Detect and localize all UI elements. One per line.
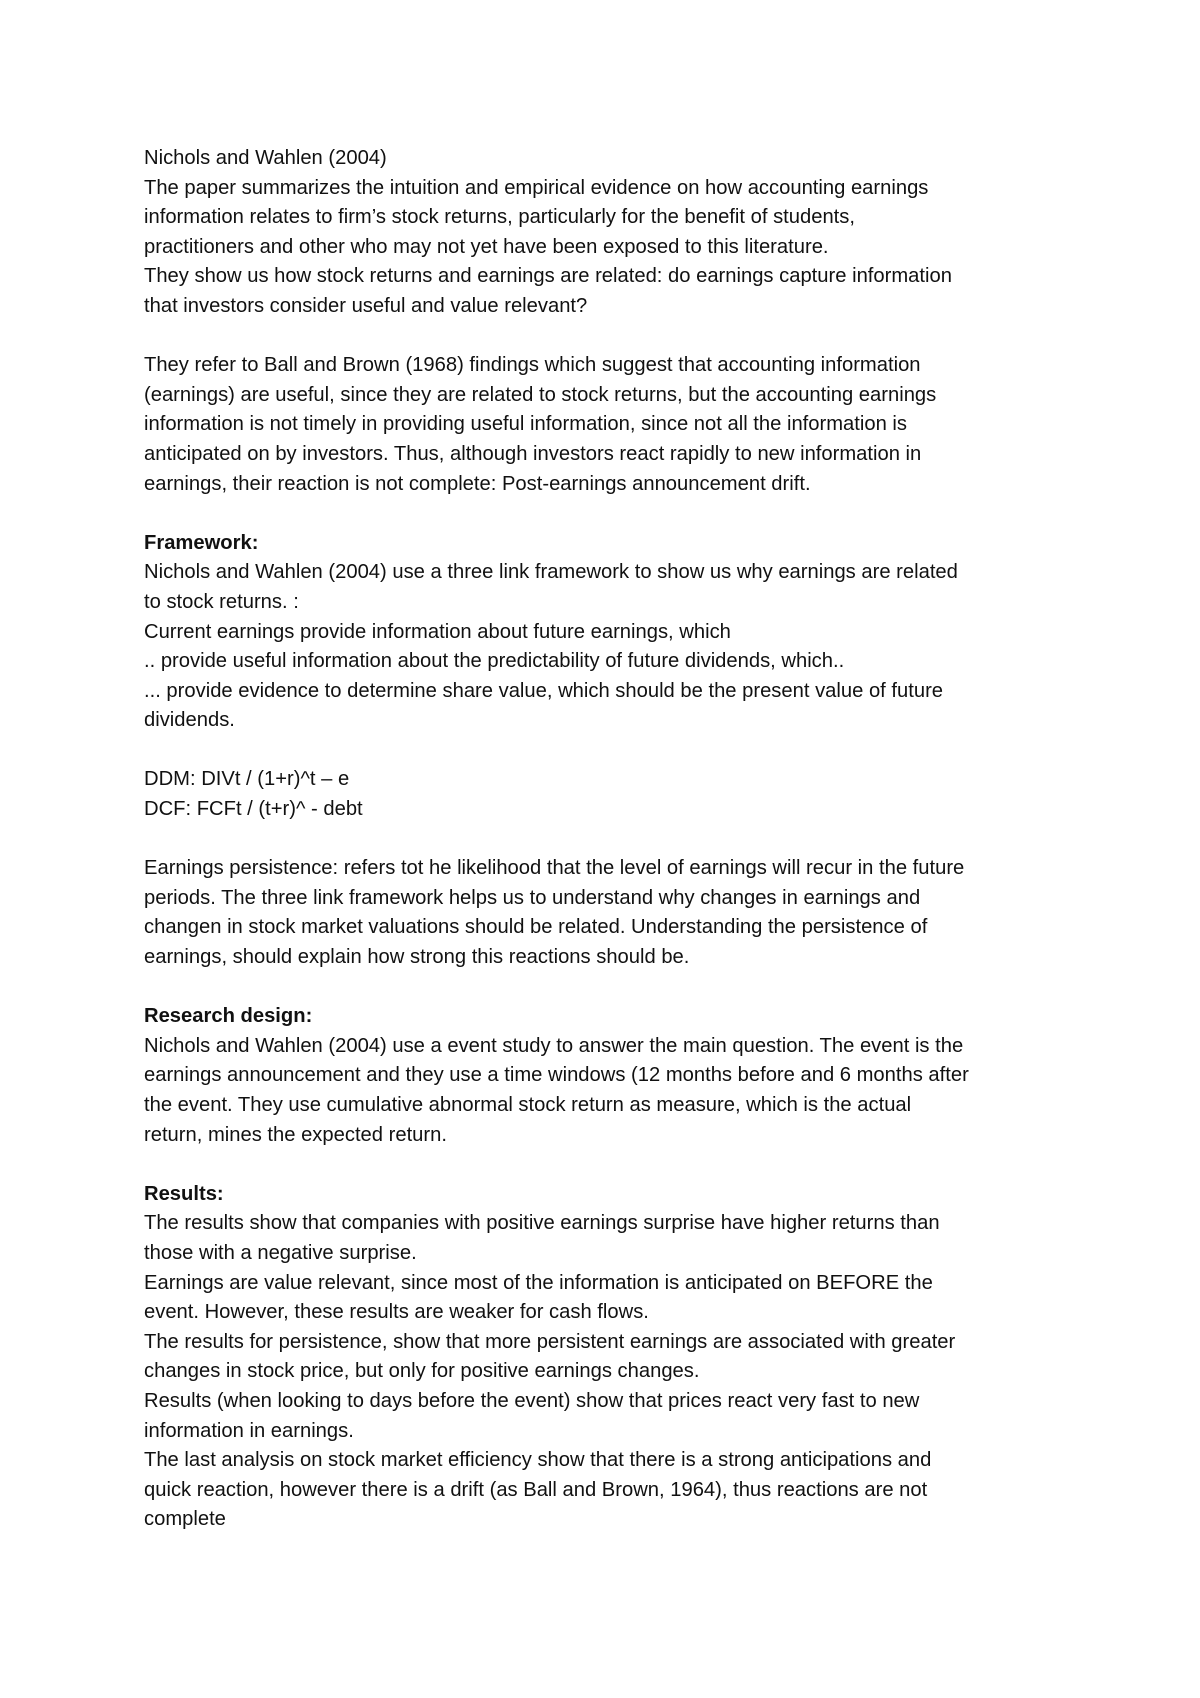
paragraph-gap bbox=[144, 1150, 1094, 1180]
intro-line: The paper summarizes the intuition and empirical evidence on how accounting earnings bbox=[144, 176, 929, 199]
results-line: Results (when looking to days before the event) show that prices react very fast to new bbox=[144, 1389, 920, 1412]
document-title: Nichols and Wahlen (2004) bbox=[144, 147, 387, 169]
results-line: The results for persistence, show that more persistent earnings are associated with greater bbox=[144, 1330, 956, 1353]
results-line: The results show that companies with positive earnings surprise have higher returns than bbox=[144, 1212, 940, 1235]
paragraph-gap bbox=[144, 499, 1094, 529]
persistence-line: Earnings persistence: refers tot he likelihood that the level of earnings will recur in the future bbox=[144, 857, 965, 880]
research-design-line: Nichols and Wahlen (2004) use a event study to answer the main question. The event is the bbox=[144, 1034, 964, 1057]
framework-line: ... provide evidence to determine share value, which should be the present value of future bbox=[144, 679, 944, 702]
ball-brown-line: anticipated on by investors. Thus, although investors react rapidly to new information in bbox=[144, 442, 922, 465]
persistence-section bbox=[144, 854, 1094, 972]
ball-brown-line: (earnings) are useful, since they are related to stock returns, but the accounting earnings bbox=[144, 383, 937, 406]
framework-line: Current earnings provide information about future earnings, which bbox=[144, 620, 731, 643]
framework-line: Nichols and Wahlen (2004) use a three link framework to show us why earnings are related bbox=[144, 561, 958, 584]
framework-section bbox=[144, 529, 1094, 736]
research-design-heading: Research design: bbox=[144, 1005, 313, 1028]
paragraph-gap bbox=[144, 736, 1094, 766]
research-design-line: return, mines the expected return. bbox=[144, 1123, 447, 1146]
intro-line: practitioners and other who may not yet have been exposed to this literature. bbox=[144, 235, 829, 258]
results-heading: Results: bbox=[144, 1182, 224, 1205]
results-line: changes in stock price, but only for positive earnings changes. bbox=[144, 1360, 700, 1383]
results-line: those with a negative surprise. bbox=[144, 1241, 417, 1264]
paragraph-gap bbox=[144, 322, 1094, 352]
results-line: information in earnings. bbox=[144, 1419, 354, 1442]
document-page bbox=[144, 144, 1094, 1535]
dcf-formula: DCF: FCFt / (t+r)^ - debt bbox=[144, 798, 363, 821]
results-line: event. However, these results are weaker for cash flows. bbox=[144, 1301, 649, 1324]
intro-section bbox=[144, 144, 1094, 322]
persistence-line: earnings, should explain how strong this reactions should be. bbox=[144, 946, 690, 969]
ddm-formula: DDM: DIVt / (1+r)^t – e bbox=[144, 768, 350, 791]
persistence-line: periods. The three link framework helps us to understand why changes in earnings and bbox=[144, 886, 921, 909]
ball-brown-line: earnings, their reaction is not complete: Post-earnings announcement drift. bbox=[144, 472, 811, 495]
framework-line: to stock returns. : bbox=[144, 590, 299, 613]
intro-line: They show us how stock returns and earnings are related: do earnings capture information bbox=[144, 265, 952, 288]
framework-line: .. provide useful information about the predictability of future dividends, which.. bbox=[144, 650, 845, 673]
results-section bbox=[144, 1180, 1094, 1535]
ball-brown-line: They refer to Ball and Brown (1968) findings which suggest that accounting information bbox=[144, 354, 921, 377]
results-line: complete bbox=[144, 1508, 226, 1531]
intro-line: information relates to firm’s stock returns, particularly for the benefit of students, bbox=[144, 206, 855, 229]
research-design-line: earnings announcement and they use a time windows (12 months before and 6 months after bbox=[144, 1064, 969, 1087]
ball-brown-section bbox=[144, 351, 1094, 499]
paragraph-gap bbox=[144, 825, 1094, 855]
paragraph-gap bbox=[144, 973, 1094, 1003]
research-design-line: the event. They use cumulative abnormal stock return as measure, which is the actual bbox=[144, 1094, 912, 1116]
research-design-section bbox=[144, 1002, 1094, 1150]
results-line: The last analysis on stock market efficiency show that there is a strong anticipations and bbox=[144, 1449, 932, 1472]
results-line: quick reaction, however there is a drift (as Ball and Brown, 1964), thus reactions are not bbox=[144, 1478, 928, 1501]
results-line: Earnings are value relevant, since most of the information is anticipated on BEFORE the bbox=[144, 1271, 933, 1294]
framework-line: dividends. bbox=[144, 709, 235, 732]
framework-heading: Framework: bbox=[144, 531, 259, 554]
persistence-line: changen in stock market valuations should be related. Understanding the persistence of bbox=[144, 916, 928, 939]
formulas-section bbox=[144, 765, 1094, 824]
intro-line: that investors consider useful and value relevant? bbox=[144, 294, 588, 317]
ball-brown-line: information is not timely in providing useful information, since not all the information is bbox=[144, 413, 908, 436]
